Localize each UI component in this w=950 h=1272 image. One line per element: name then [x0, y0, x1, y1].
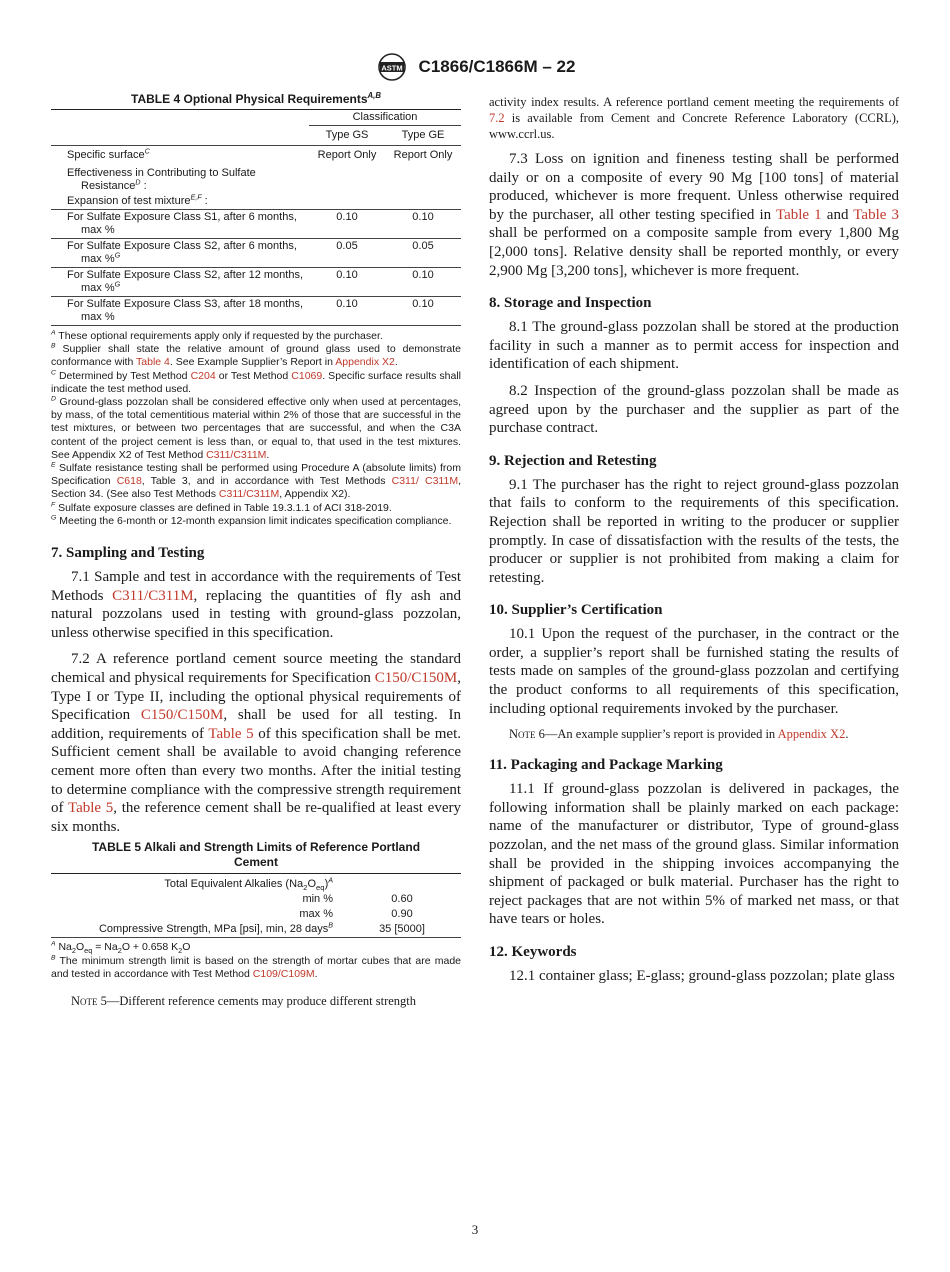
- table5-caption: TABLE 5 Alkali and Strength Limits of Reference Portland Cement: [91, 840, 421, 870]
- right-column: [489, 94, 899, 994]
- table4-footnotes: $^A$ These optional requirements apply only if requested by the purchaser. $^B$ Supplier shall state the relative amount of ground glass used to demonstrate conformance with Table 4. See Example Supplier’s Report in Appendix X2. $^C$ Determined by Test Method C204 or Test Method C1069. Specific surface results shall indicate the test method used. $^D$ Ground-glass pozzolan shall be considered effective only when used at percentages, by mass, of the total cementitious material within 2% of those that are successful in the test mixtures, or between two percentages that are successful, and when the C3A content of the project cement is less than, or equal to, that used in the test mixtures. See Appendix X2 of Test Method C311/C311M. $^E$ Sulfate resistance testing shall be performed using Procedure A (absolute limits) from Specification C618, Table 3, and in accordance with Test Methods C311/ C311M, Section 34. (See also Test Methods C311/C311M, Appendix X2). $^F$ Sulfate exposure classes are defined in Table 19.3.1.1 of ACI 318-2019. $^G$ Meeting the 6-month or 12-month expansion limit indicates specification compliance.: [51, 329, 462, 527]
- section-heading: 12. Keywords: [489, 944, 577, 960]
- table-row: For Sulfate Exposure Class S2, after 12 months, max %$^G$ 0.10 0.10: [51, 268, 461, 297]
- c150-link[interactable]: C150/C150M: [140, 707, 224, 724]
- table-row: Total Equivalent Alkalies $(Na_2O_{eq})^A$: [51, 874, 461, 893]
- table4-col-gs: Type GS: [325, 129, 369, 141]
- astm-logo-icon: [375, 52, 409, 82]
- table-row: Effectiveness in Contributing to Sulfate Resistance$^D$ :: [67, 167, 256, 192]
- c618-link[interactable]: C618: [116, 475, 142, 488]
- page-number: 3: [471, 1222, 479, 1237]
- table-row: Compressive Strength, MPa [psi], min, 28 days$^B$ 35 [5000]: [51, 922, 461, 938]
- table3-link[interactable]: Table 3: [853, 206, 899, 223]
- c311-link[interactable]: C311/ C311M: [391, 475, 459, 488]
- section-heading: 9. Rejection and Retesting: [489, 452, 657, 469]
- table5-footnotes: $^A$ $Na_2O_{eq} = Na_2O + 0.658$ $K_2O$ $^B$ The minimum strength limit is based on the strength of mortar cubes that are made and tested in accordance with Test Method C109/C109M.: [51, 940, 461, 980]
- paragraph-9-1: 9.1 The purchaser has the right to reject ground-glass pozzolan that fails to conform to the requirements of this specification. Rejection shall be reported in writing to the producer or supplier promptly. In case of dissatisfaction with the results of the tests, the producer or supplier is not prohibited from making a claim for retesting.: [489, 476, 899, 586]
- table4-caption: TABLE 4 Optional Physical Requirements$^{A,B}$: [131, 91, 381, 106]
- section-heading: 7. Sampling and Testing: [51, 545, 205, 562]
- paragraph-10-1: 10.1 Upon the request of the purchaser, in the contract or the order, a supplier’s report shall be furnished stating the results of tests made on samples of the ground-glass pozzolan and certifying the product conforms to all requirements of this specification, including optional requirements invoked by the purchaser.: [489, 626, 899, 717]
- table-row: For Sulfate Exposure Class S2, after 6 months, max %$^G$ 0.05 0.05: [51, 239, 461, 268]
- c311-link[interactable]: C311/C311M: [218, 488, 280, 501]
- table-row: min % 0.60: [302, 893, 413, 906]
- c311-link[interactable]: C311/C311M: [112, 587, 194, 604]
- paragraph-8-1: 8.1 The ground-glass pozzolan shall be stored at the production facility in such a manner as to permit access for inspection and identification of each shipment.: [489, 319, 899, 373]
- c109-link[interactable]: C109/C109M: [252, 967, 315, 980]
- paragraph-12-1: 12.1 container glass; E-glass; ground-glass pozzolan; plate glass: [509, 968, 895, 984]
- appendix-x2-link[interactable]: Appendix X2: [777, 727, 846, 742]
- note-6: Note 6—An example supplier’s report is provided in Appendix X2.: [509, 727, 849, 742]
- section-heading: 10. Supplier’s Certification: [489, 602, 663, 619]
- page-header: [0, 52, 950, 82]
- paragraph-11-1: 11.1 If ground-glass pozzolan is delivered in packages, the following information shall be plainly marked on each package: name of the manufacturer or distributor, Type of ground-glass pozzolan, and the net mass of the ground glass. Similar information shall be provided in the shipping invoices accompanying the shipment of packaged or bulk material. Purchaser has the right to reject packages that are not within 5% of marked net mass, or that have tears or holes.: [489, 781, 899, 928]
- table-row: max % 0.90: [299, 908, 413, 921]
- table4-col-ge: Type GE: [401, 129, 445, 141]
- table-row: For Sulfate Exposure Class S3, after 18 months, max % 0.10 0.10: [51, 297, 461, 326]
- appendix-x2-link[interactable]: Appendix X2: [335, 356, 395, 369]
- c150-link[interactable]: C150/C150M: [374, 670, 458, 687]
- document-designation: C1866/C1866M – 22: [418, 57, 576, 76]
- table4-classification-header: Classification: [309, 110, 461, 126]
- section-heading: 8. Storage and Inspection: [489, 295, 652, 312]
- svg-text:ASTM: ASTM: [380, 63, 403, 73]
- table4-link[interactable]: Table 4: [136, 356, 170, 369]
- paragraph-7-1: 7.1 Sample and test in accordance with the requirements of Test Methods C311/C311M, replacing the quantities of fly ash and natural pozzolans used in testing with ground-glass pozzolan, unless otherwise specified in this specification.: [51, 569, 462, 641]
- left-column: [51, 92, 461, 1017]
- table5-link[interactable]: Table 5: [208, 725, 254, 742]
- c311-link[interactable]: C311/C311M: [206, 448, 267, 461]
- paragraph-7-3: 7.3 Loss on ignition and fineness testing shall be performed daily or on a composite of every 90 Mg [100 tons] of material produced, whichever is more frequent. Unless otherwise required by the purchaser, all other testing specified in Table 1 and Table 3 shall be performed on a composite sample from every 1,800 Mg [2,000 tons]. Relative density shall be reported monthly, or every 2,900 Mg [3,200 tons], whichever is more frequent.: [489, 151, 899, 279]
- table5: [51, 873, 461, 938]
- table-row: Specific surface$^C$ Report Only Report Only: [67, 147, 453, 161]
- table1-link[interactable]: Table 1: [775, 206, 822, 223]
- section-heading: 11. Packaging and Package Marking: [489, 757, 723, 774]
- note-5: Note 5—Different reference cements may produce different strength: [71, 993, 417, 1008]
- table-row: For Sulfate Exposure Class S1, after 6 months, max % 0.10 0.10: [51, 210, 461, 239]
- paragraph-8-2: 8.2 Inspection of the ground-glass pozzolan shall be made as agreed upon by the purchaser and the supplier as part of the purchase contract.: [489, 382, 899, 437]
- paragraph-7-2: 7.2 A reference portland cement source meeting the standard chemical and physical requirements for Specification C150/C150M, Type I or Type II, including the optional physical requirements of Specification C150/C150M, shall be used for all testing. In addition, requirements of Table 5 of this specification shall be met. Sufficient cement shall be available to avoid changing reference cement more often than every two months. After the initial testing to determine compliance with the compressive strength requirement of Table 5, the reference cement shall be re-qualified at least every six months.: [51, 651, 461, 835]
- table5-link[interactable]: Table 5: [67, 800, 114, 817]
- c1069-link[interactable]: C1069: [291, 369, 323, 382]
- section-7-2-link[interactable]: 7.2: [489, 111, 505, 125]
- table4: [51, 109, 461, 326]
- table-row: Expansion of test mixture$^{E,F}$ :: [67, 193, 208, 207]
- c204-link[interactable]: C204: [190, 369, 216, 382]
- note-5-continuation: activity index results. A reference portland cement meeting the requirements of 7.2 is available from Cement and Concrete Reference Laboratory (CCRL), www.ccrl.us.: [489, 95, 900, 141]
